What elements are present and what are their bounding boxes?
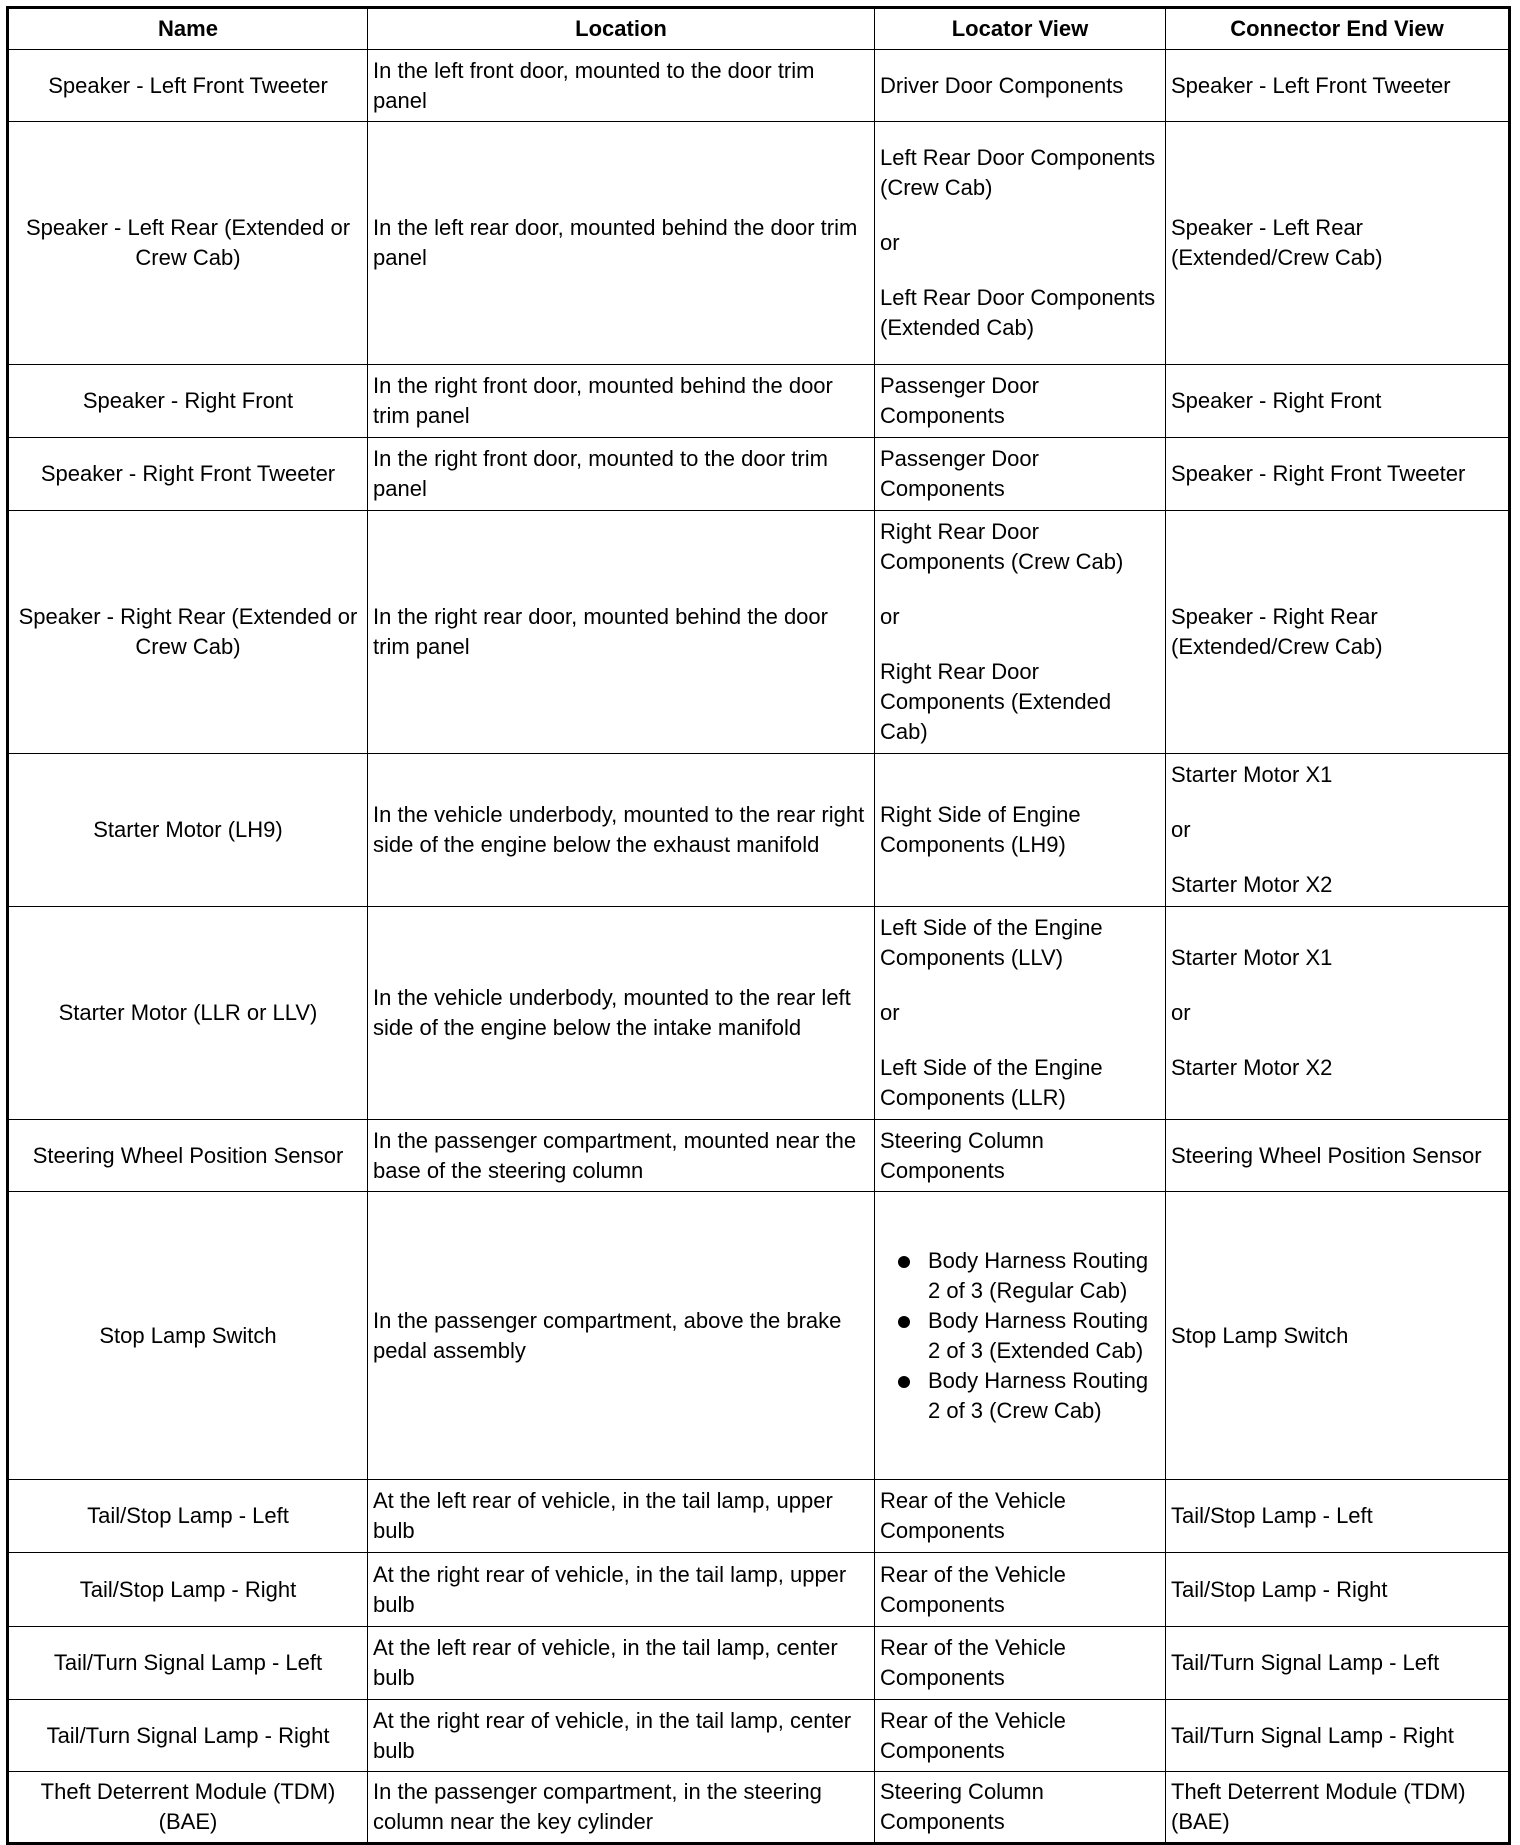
name-cell: Speaker - Right Front Tweeter <box>8 438 368 511</box>
table-row <box>8 511 1510 754</box>
cell-paragraph: or <box>1171 817 1191 842</box>
cell-paragraph: Starter Motor X1 <box>1171 945 1333 970</box>
table-row <box>8 1192 1510 1480</box>
spacer <box>880 973 1160 998</box>
location-cell: In the left rear door, mounted behind the door trim panel <box>368 122 875 365</box>
spacer <box>1171 790 1503 815</box>
name-cell: Speaker - Left Front Tweeter <box>8 50 368 122</box>
locator-view-cell: Rear of the Vehicle Components <box>875 1553 1166 1627</box>
locator-view-cell <box>875 122 1166 365</box>
table-row <box>8 1120 1510 1192</box>
name-cell: Tail/Turn Signal Lamp - Right <box>8 1700 368 1772</box>
locator-view-cell: Driver Door Components <box>875 50 1166 122</box>
name-cell: Tail/Turn Signal Lamp - Left <box>8 1627 368 1700</box>
spacer <box>880 577 1160 602</box>
cell-paragraph: or <box>880 1000 900 1025</box>
locator-view-cell: Rear of the Vehicle Components <box>875 1627 1166 1700</box>
cell-paragraph: Starter Motor X2 <box>1171 872 1333 897</box>
cell-paragraph: or <box>880 604 900 629</box>
spacer <box>880 203 1160 228</box>
cell-paragraph: or <box>880 230 900 255</box>
name-cell: Tail/Stop Lamp - Left <box>8 1480 368 1553</box>
name-cell: Speaker - Right Rear (Extended or Crew Cab) <box>8 511 368 754</box>
spacer <box>880 632 1160 657</box>
name-cell: Speaker - Right Front <box>8 365 368 438</box>
name-cell: Stop Lamp Switch <box>8 1192 368 1480</box>
location-cell: At the right rear of vehicle, in the tail lamp, upper bulb <box>368 1553 875 1627</box>
location-cell: In the vehicle underbody, mounted to the rear left side of the engine below the intake manifold <box>368 907 875 1120</box>
table-row <box>8 1627 1510 1700</box>
locator-view-cell: Rear of the Vehicle Components <box>875 1480 1166 1553</box>
table-row <box>8 754 1510 907</box>
name-cell: Starter Motor (LH9) <box>8 754 368 907</box>
location-cell: In the right front door, mounted behind the door trim panel <box>368 365 875 438</box>
table-row <box>8 1553 1510 1627</box>
connector-end-view-cell: Tail/Turn Signal Lamp - Left <box>1166 1627 1510 1700</box>
connector-end-view-cell: Speaker - Left Rear (Extended/Crew Cab) <box>1166 122 1510 365</box>
cell-paragraph: Left Rear Door Components (Extended Cab) <box>880 285 1156 340</box>
connector-end-view-cell <box>1166 754 1510 907</box>
spacer <box>880 258 1160 283</box>
connector-end-view-cell: Tail/Stop Lamp - Right <box>1166 1553 1510 1627</box>
connector-end-view-cell: Tail/Stop Lamp - Left <box>1166 1480 1510 1553</box>
connector-end-view-cell: Stop Lamp Switch <box>1166 1192 1510 1480</box>
table-row <box>8 907 1510 1120</box>
location-cell: In the passenger compartment, mounted near the base of the steering column <box>368 1120 875 1192</box>
location-cell: In the left front door, mounted to the door trim panel <box>368 50 875 122</box>
location-cell: At the left rear of vehicle, in the tail lamp, center bulb <box>368 1627 875 1700</box>
name-cell: Starter Motor (LLR or LLV) <box>8 907 368 1120</box>
name-cell: Theft Deterrent Module (TDM) (BAE) <box>8 1772 368 1844</box>
spacer <box>1171 1028 1503 1053</box>
locator-view-cell: Passenger Door Components <box>875 438 1166 511</box>
header-row <box>8 8 1510 50</box>
header-name: Name <box>8 8 368 50</box>
location-cell: In the passenger compartment, in the steering column near the key cylinder <box>368 1772 875 1844</box>
name-cell: Tail/Stop Lamp - Right <box>8 1553 368 1627</box>
connector-end-view-cell: Steering Wheel Position Sensor <box>1166 1120 1510 1192</box>
location-cell: At the right rear of vehicle, in the tail lamp, center bulb <box>368 1700 875 1772</box>
connector-end-view-cell: Theft Deterrent Module (TDM) (BAE) <box>1166 1772 1510 1844</box>
component-locator-table <box>6 6 1511 1845</box>
table-row <box>8 122 1510 365</box>
spacer <box>1171 973 1503 998</box>
location-cell: At the left rear of vehicle, in the tail lamp, upper bulb <box>368 1480 875 1553</box>
header-location: Location <box>368 8 875 50</box>
cell-paragraph: Right Rear Door Components (Extended Cab) <box>880 659 1112 744</box>
bullet-item: Body Harness Routing 2 of 3 (Extended Cab) <box>928 1306 1160 1366</box>
locator-view-cell <box>875 1192 1166 1480</box>
connector-end-view-cell <box>1166 907 1510 1120</box>
cell-paragraph: or <box>1171 1000 1191 1025</box>
locator-view-cell <box>875 907 1166 1120</box>
cell-paragraph: Left Side of the Engine Components (LLV) <box>880 915 1103 970</box>
name-cell: Steering Wheel Position Sensor <box>8 1120 368 1192</box>
connector-end-view-cell: Speaker - Right Rear (Extended/Crew Cab) <box>1166 511 1510 754</box>
locator-view-cell: Right Side of Engine Components (LH9) <box>875 754 1166 907</box>
cell-paragraph: Right Rear Door Components (Crew Cab) <box>880 519 1124 574</box>
bullet-item: Body Harness Routing 2 of 3 (Crew Cab) <box>928 1366 1160 1426</box>
cell-paragraph: Starter Motor X2 <box>1171 1055 1333 1080</box>
location-cell: In the passenger compartment, above the brake pedal assembly <box>368 1192 875 1480</box>
connector-end-view-cell: Tail/Turn Signal Lamp - Right <box>1166 1700 1510 1772</box>
spacer <box>880 1028 1160 1053</box>
locator-view-cell: Passenger Door Components <box>875 365 1166 438</box>
connector-end-view-cell: Speaker - Left Front Tweeter <box>1166 50 1510 122</box>
cell-paragraph: Left Side of the Engine Components (LLR) <box>880 1055 1103 1110</box>
connector-end-view-cell: Speaker - Right Front Tweeter <box>1166 438 1510 511</box>
name-cell: Speaker - Left Rear (Extended or Crew Cab) <box>8 122 368 365</box>
bullet-list <box>880 1246 1160 1426</box>
table-row <box>8 365 1510 438</box>
connector-end-view-cell: Speaker - Right Front <box>1166 365 1510 438</box>
location-cell: In the right front door, mounted to the door trim panel <box>368 438 875 511</box>
table-row <box>8 1700 1510 1772</box>
locator-view-cell: Steering Column Components <box>875 1772 1166 1844</box>
header-locator-view: Locator View <box>875 8 1166 50</box>
spacer <box>1171 845 1503 870</box>
location-cell: In the vehicle underbody, mounted to the rear right side of the engine below the exhaust manifold <box>368 754 875 907</box>
cell-paragraph: Left Rear Door Components (Crew Cab) <box>880 145 1156 200</box>
bullet-item: Body Harness Routing 2 of 3 (Regular Cab) <box>928 1246 1160 1306</box>
header-connector-end-view: Connector End View <box>1166 8 1510 50</box>
table-row <box>8 1772 1510 1844</box>
locator-view-cell: Steering Column Components <box>875 1120 1166 1192</box>
table-row <box>8 1480 1510 1553</box>
locator-view-cell: Rear of the Vehicle Components <box>875 1700 1166 1772</box>
location-cell: In the right rear door, mounted behind the door trim panel <box>368 511 875 754</box>
locator-view-cell <box>875 511 1166 754</box>
cell-paragraph: Starter Motor X1 <box>1171 762 1333 787</box>
table-row <box>8 50 1510 122</box>
table-row <box>8 438 1510 511</box>
